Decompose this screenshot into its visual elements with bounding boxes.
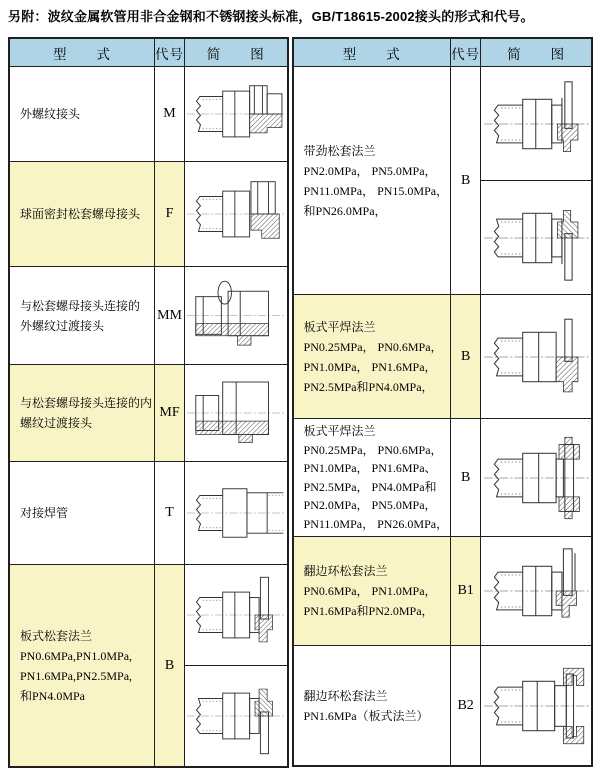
type-cell [9, 267, 155, 365]
code-cell: B2 [451, 646, 481, 767]
type-text [10, 391, 154, 435]
diagram-slot [481, 295, 591, 418]
type-text [294, 139, 451, 223]
type-text [294, 420, 451, 535]
fitting-row [9, 365, 288, 462]
type-line: 带劲松套法兰 [303, 143, 376, 158]
code-cell: B [451, 295, 481, 419]
type-line: PN2.5MPa， PN4.0MPa和 [303, 479, 437, 494]
type-line: PN0.6MPa,PN1.0MPa, [20, 648, 133, 663]
fitting-table-right [292, 37, 593, 767]
fitting-row [9, 462, 288, 565]
diagram-cell [481, 537, 592, 646]
diagram-slot [185, 267, 287, 364]
code-cell: B1 [451, 537, 481, 646]
fitting-row [9, 67, 288, 162]
code-cell: M [155, 67, 185, 162]
diagram-wrap [481, 537, 591, 645]
diagram-wrap [185, 462, 287, 564]
diagram-cell [481, 295, 592, 419]
type-text [294, 315, 451, 399]
diagram-slot [481, 537, 591, 645]
tables-container [8, 37, 593, 768]
type-line: 与松套螺母接头连接的内 [20, 396, 153, 410]
header-code-cell: 代号 [451, 38, 481, 67]
diagram-slot [481, 67, 591, 180]
fitting-row [293, 537, 592, 646]
header-type-cell: 型 式 [9, 38, 155, 67]
type-line: PN2.5MPa和PN4.0MPa， [303, 379, 434, 394]
code-cell: F [155, 162, 185, 267]
code-cell: B [155, 565, 185, 768]
diagram-cell [185, 565, 288, 768]
type-text [10, 202, 154, 226]
type-cell [293, 295, 451, 419]
diagram-slot [185, 67, 287, 161]
diagram-wrap [185, 365, 287, 461]
diagram-cell [481, 646, 592, 767]
plate-loose-flange-b-diagram [185, 670, 286, 762]
header-type-cell: 型 式 [293, 38, 451, 67]
type-line: 与松套螺母接头连接的 [20, 298, 141, 313]
type-line: PN1.0MPa， PN1.6MPa， [303, 359, 437, 374]
type-cell [293, 419, 451, 537]
page-title: 另附：波纹金属软管用非合金钢和不锈钢接头标准，GB/T18615-2002接头的形式和代号。 [8, 9, 534, 24]
flanged-ring-flange-b2-diagram [482, 656, 591, 756]
type-text [294, 684, 451, 728]
fitting-row [9, 162, 288, 267]
type-line: 板式松套法兰 [20, 628, 93, 643]
type-line: 对接焊管 [20, 506, 69, 520]
header-diagram-cell: 简 图 [185, 38, 288, 67]
code-cell: B [451, 419, 481, 537]
fitting-row [293, 295, 592, 419]
fitting-table-left [8, 37, 289, 768]
type-line: 翻边环松套法兰 [303, 564, 388, 578]
neck-loose-flange-a-diagram [482, 74, 591, 174]
header-row [293, 38, 592, 67]
diagram-wrap [481, 295, 591, 418]
diagram-slot [185, 665, 287, 766]
fitting-row [9, 565, 288, 768]
type-line: PN1.0MPa， PN1.6MPa、 [303, 461, 437, 475]
type-text [10, 624, 154, 708]
flanged-ring-flange-b1-diagram [482, 541, 591, 641]
type-text [10, 102, 154, 126]
type-cell [9, 565, 155, 768]
type-line: PN1.6MPa和PN2.0MPa， [303, 604, 434, 618]
type-line: PN1.6MPa（板式法兰） [303, 708, 429, 723]
type-line: PN11.0MPa， PN26.0MPa， [303, 516, 449, 531]
type-text [10, 501, 154, 525]
diagram-cell [185, 267, 288, 365]
type-cell [9, 162, 155, 267]
diagram-cell [481, 67, 592, 295]
diagram-wrap [185, 267, 287, 364]
diagram-slot [481, 646, 591, 765]
diagram-slot [185, 565, 287, 665]
diagram-cell [185, 365, 288, 462]
type-cell [293, 646, 451, 767]
type-line: 和PN26.0MPa， [303, 203, 387, 218]
diagram-wrap [481, 419, 591, 536]
type-line: PN2.0MPa， PN5.0MPa， [303, 498, 437, 512]
type-line: 板式平焊法兰 [303, 319, 376, 334]
type-text [10, 294, 154, 338]
type-line: 螺纹过渡接头 [20, 416, 93, 430]
header-row [9, 38, 288, 67]
diagram-cell [185, 67, 288, 162]
type-line: 外螺纹过渡接头 [20, 318, 105, 333]
type-line: PN2.0MPa， PN5.0MPa， [303, 163, 437, 178]
type-line: PN11.0MPa， PN15.0MPa， [303, 183, 449, 198]
diagram-slot [185, 462, 287, 564]
code-cell: B [451, 67, 481, 295]
type-line: PN0.6MPa， PN1.0MPa， [303, 584, 437, 598]
type-cell [293, 537, 451, 646]
type-line: 外螺纹接头 [20, 107, 81, 121]
type-line: PN0.25MPa， PN0.6MPa， [303, 339, 443, 354]
fitting-row [293, 419, 592, 537]
type-line: PN0.25MPa， PN0.6MPa， [303, 442, 443, 457]
header-diagram-cell: 简 图 [481, 38, 592, 67]
male-thread-diagram [185, 71, 286, 157]
fitting-row [293, 67, 592, 295]
plate-weld-flange-2-diagram [482, 428, 591, 528]
diagram-wrap [185, 67, 287, 161]
diagram-cell [185, 162, 288, 267]
male-male-adapter-diagram [185, 271, 286, 360]
diagram-slot [185, 162, 287, 266]
type-line: 球面密封松套螺母接头 [20, 207, 141, 221]
type-line: PN1.6MPa,PN2.5MPa, [20, 668, 133, 683]
diagram-cell [481, 419, 592, 537]
type-line: 翻边环松套法兰 [303, 688, 388, 703]
header-code-cell: 代号 [155, 38, 185, 67]
type-text [294, 559, 451, 623]
type-line: 板式平焊法兰 [303, 424, 376, 438]
butt-weld-pipe-diagram [185, 466, 286, 560]
type-cell [9, 365, 155, 462]
fitting-row [9, 267, 288, 365]
diagram-wrap [481, 646, 591, 765]
code-cell: MF [155, 365, 185, 462]
code-cell: T [155, 462, 185, 565]
type-cell [293, 67, 451, 295]
diagram-wrap [481, 67, 591, 294]
diagram-cell [185, 462, 288, 565]
type-cell [9, 462, 155, 565]
plate-loose-flange-a-diagram [185, 569, 286, 661]
diagram-slot [481, 419, 591, 536]
fitting-row [293, 646, 592, 767]
diagram-wrap [185, 162, 287, 266]
neck-loose-flange-b-diagram [482, 188, 591, 288]
type-cell [9, 67, 155, 162]
sphere-seal-nut-diagram [185, 166, 286, 262]
code-cell: MM [155, 267, 185, 365]
diagram-slot [481, 180, 591, 294]
male-female-adapter-diagram [185, 369, 286, 457]
type-line: 和PN4.0MPa [20, 688, 86, 703]
diagram-wrap [185, 565, 287, 766]
plate-weld-flange-diagram [482, 307, 591, 407]
diagram-slot [185, 365, 287, 461]
